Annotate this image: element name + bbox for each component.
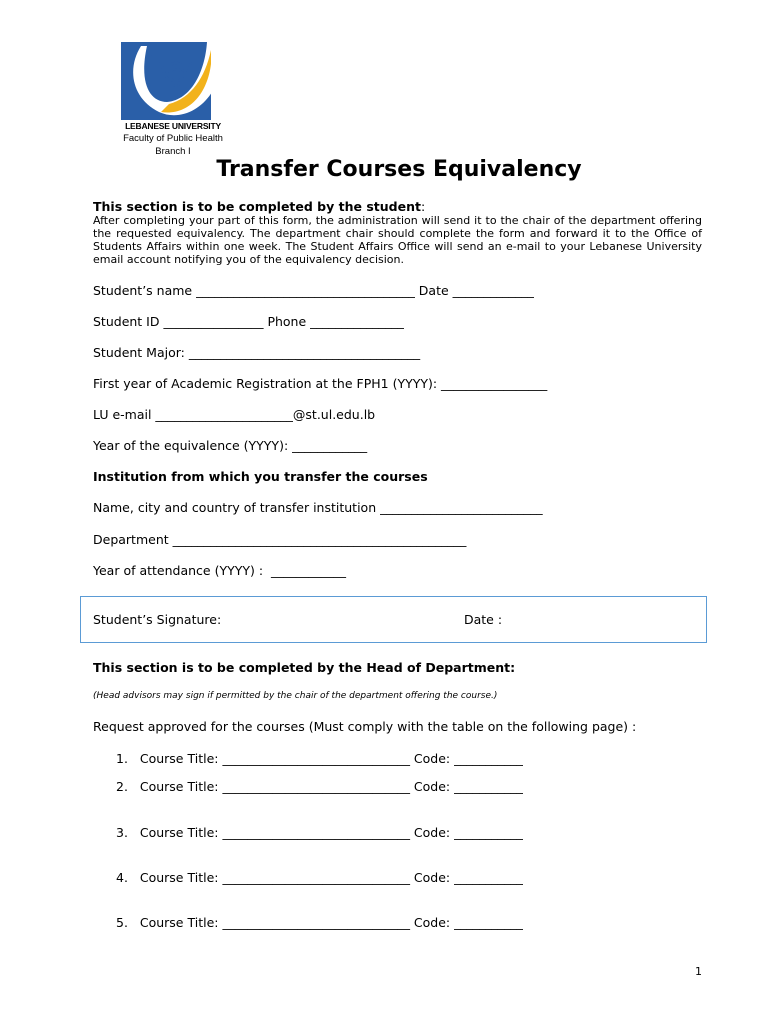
department-section-note: (Head advisors may sign if permitted by the chair of the department offering the course.)	[93, 691, 498, 701]
attendance-year-field: Year of attendance (YYYY) : ____________	[93, 563, 347, 578]
student-name-field: Student’s name ___________________________________ Date _____________	[93, 283, 534, 298]
page-number: 1	[695, 965, 702, 978]
course-line-3: 3. Course Title: ______________________________ Code: ___________	[116, 825, 523, 840]
logo-university-name: LEBANESE UNIVERSITY	[125, 121, 221, 131]
logo-branch: Branch I	[155, 146, 191, 157]
student-signature-label: Student’s Signature:	[93, 612, 222, 627]
student-id-phone-field: Student ID ________________ Phone _______________	[93, 314, 404, 329]
course-line-5: 5. Course Title: ______________________________ Code: ___________	[116, 915, 523, 930]
department-field: Department _______________________________________________	[93, 532, 467, 547]
signature-date-label: Date :	[464, 612, 503, 627]
course-line-4: 4. Course Title: ______________________________ Code: ___________	[116, 870, 523, 885]
institution-heading: Institution from which you transfer the courses	[93, 469, 428, 484]
institution-name-field: Name, city and country of transfer institution __________________________	[93, 500, 543, 515]
page-title: Transfer Courses Equivalency	[216, 157, 582, 182]
student-major-field: Student Major: _____________________________________	[93, 345, 421, 360]
student-section-heading: This section is to be completed by the student:	[93, 199, 426, 214]
department-section-heading: This section is to be completed by the Head of Department:	[93, 660, 516, 675]
request-approved-text: Request approved for the courses (Must comply with the table on the following page) :	[93, 719, 637, 734]
logo-faculty: Faculty of Public Health	[123, 133, 223, 144]
student-section-instructions: After completing your part of this form, the administration will send it to the chair of the department offering the requested equivalency. The department chair should complete the form and forward it to the Office of Students Affairs within one week. The Student Affairs Office will send an e-mail to your Lebanese University email account notifying you of the equivalency decision.	[93, 214, 702, 266]
equivalence-year-field: Year of the equivalence (YYYY): ____________	[93, 438, 368, 453]
first-year-registration-field: First year of Academic Registration at the FPH1 (YYYY): _________________	[93, 376, 548, 391]
course-line-2: 2. Course Title: ______________________________ Code: ___________	[116, 779, 523, 794]
course-line-1: 1. Course Title: ______________________________ Code: ___________	[116, 751, 523, 766]
lu-email-field: LU e-mail ______________________@st.ul.edu.lb	[93, 407, 376, 422]
university-emblem-icon	[121, 42, 211, 120]
